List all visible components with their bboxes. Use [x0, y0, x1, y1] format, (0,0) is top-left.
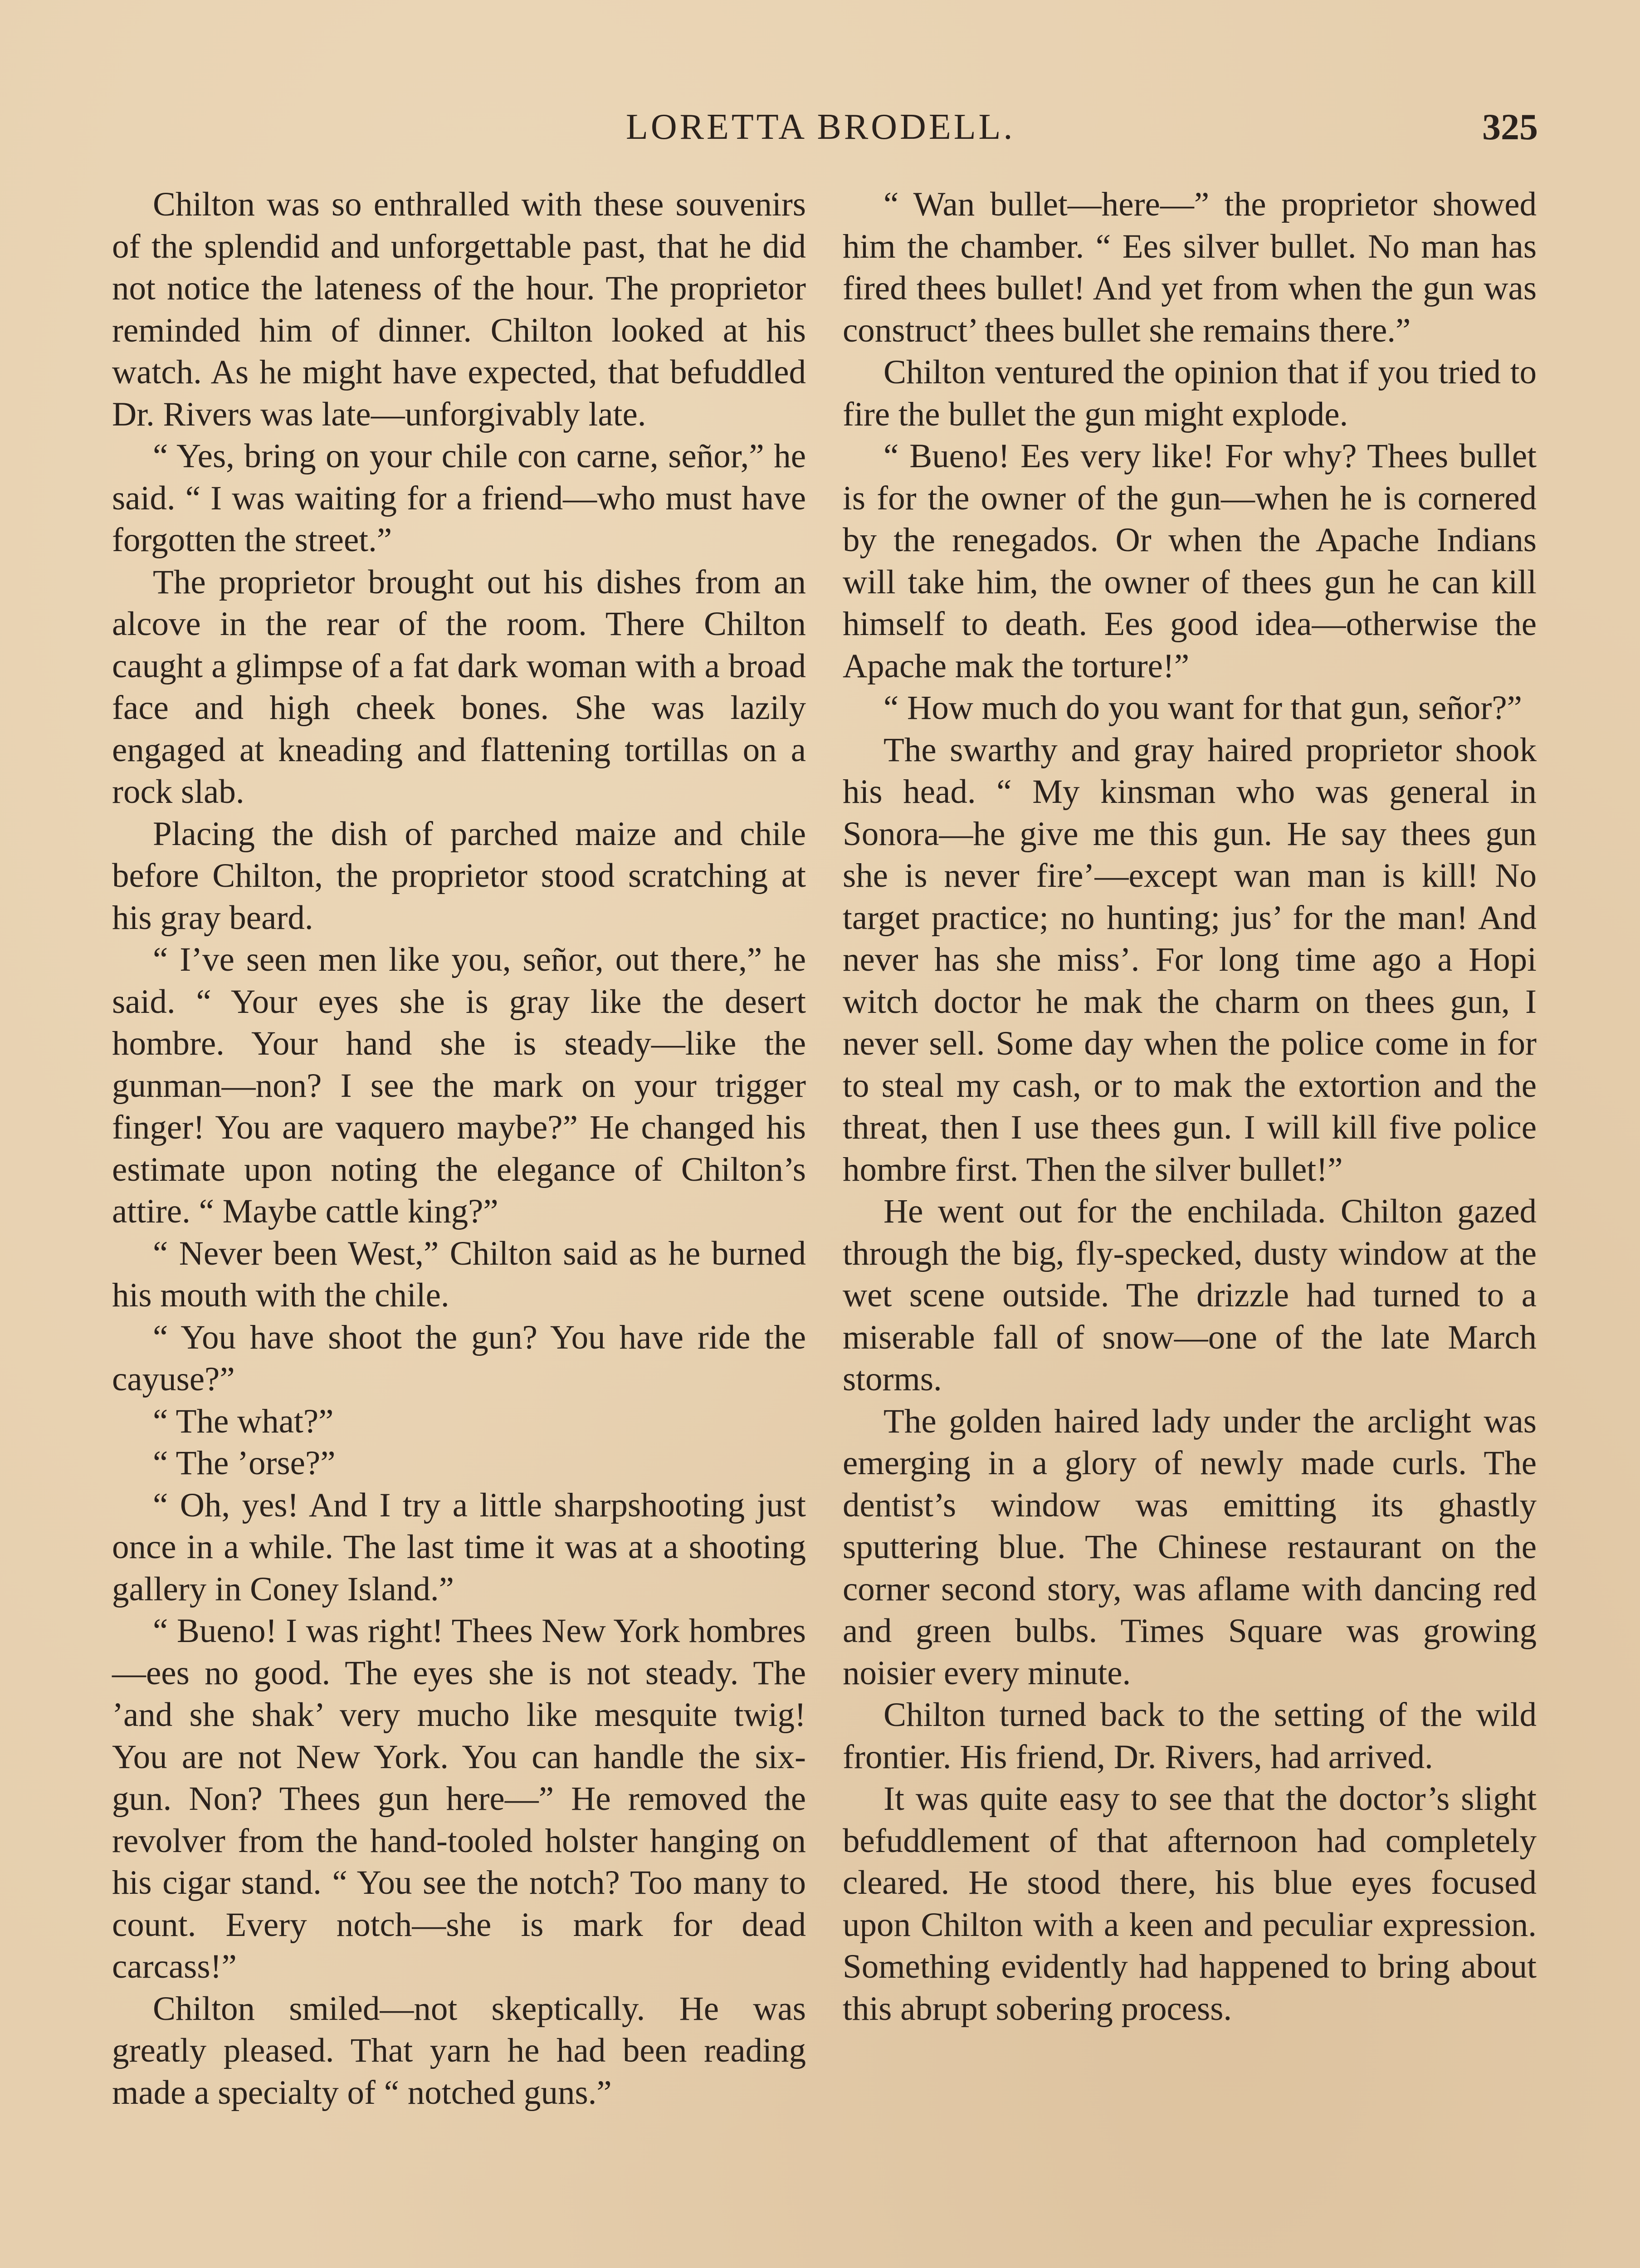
- paragraph: “ How much do you want for that gun, señor?”: [883, 689, 1522, 727]
- paragraph: The swarthy and gray haired proprietor shook his head. “ My kinsman who was general in Sonora—he give me this gun. He say thees gun she is never fire’—except wan man is kill! No target practice; no hunting; jus’ for the man! And never has she miss’. For long time ago a Hopi witch doctor he mak the charm on thees gun, I never sell. Some day when the police come in for to steal my cash, or to mak the extortion and the threat, then I use thees gun. I will kill five police hombre first. Then the silver bullet!”: [843, 731, 1537, 1188]
- paragraph: The proprietor brought out his dishes from an alcove in the rear of the room. There Chilton caught a glimpse of a fat dark woman with a broad face and high cheek bones. She was lazily engaged at kneading and flattening tortillas on a rock slab.: [112, 563, 806, 811]
- paragraph: The golden haired lady under the arclight was emerging in a glory of newly made curls. The dentist’s window was emitting its ghastly sputtering blue. The Chinese restaurant on the corner second story, was aflame with dancing red and green bulbs. Times Square was growing noisier every minute.: [843, 1402, 1537, 1692]
- paragraph: It was quite easy to see that the doctor’s slight befuddlement of that afternoon had completely cleared. He stood there, his blue eyes focused upon Chilton with a keen and peculiar expression. Something evidently had happened to bring about this abrupt sobering process.: [843, 1780, 1537, 2028]
- paragraph: “ Yes, bring on your chile con carne, señor,” he said. “ I was waiting for a friend—who must have forgotten the street.”: [112, 437, 806, 559]
- running-title: LORETTA BRODELL.: [626, 107, 1015, 147]
- paragraph: Placing the dish of parched maize and chile before Chilton, the proprietor stood scratching at his gray beard.: [112, 815, 806, 937]
- paragraph: “ Never been West,” Chilton said as he burned his mouth with the chile.: [112, 1234, 806, 1314]
- paragraph: Chilton smiled—not skeptically. He was greatly pleased. That yarn he had been reading made a specialty of “ notched guns.”: [112, 1989, 806, 2112]
- paragraph: “ The ’orse?”: [153, 1444, 336, 1482]
- paragraph: “ You have shoot the gun? You have ride the cayuse?”: [112, 1318, 806, 1398]
- paragraph: Chilton ventured the opinion that if you tried to fire the bullet the gun might explode.: [843, 353, 1537, 433]
- paragraph: “ Oh, yes! And I try a little sharpshooting just once in a while. The last time it was at a shooting gallery in Coney Island.”: [112, 1486, 806, 1608]
- page-number: 325: [1482, 106, 1538, 147]
- paragraph: “ Bueno! I was right! Thees New York hombres—ees no good. The eyes she is not steady. The ’and she shak’ very mucho like mesquite twig! You are not New York. You can handle the six-gun. Non? Thees gun here—” He removed the revolver from the hand-tooled holster hanging on his cigar stand. “ You see the notch? Too many to count. Every notch—she is mark for dead carcass!”: [112, 1612, 806, 1985]
- paragraph: “ Bueno! Ees very like! For why? Thees bullet is for the owner of the gun—when he is cornered by the renegados. Or when the Apache Indians will take him, the owner of thees gun he can kill himself to death. Ees good idea—otherwise the Apache mak the torture!”: [843, 437, 1537, 685]
- page-header: [0, 102, 1640, 156]
- paragraph: “ I’ve seen men like you, señor, out there,” he said. “ Your eyes she is gray like the desert hombre. Your hand she is steady—like the gunman—non? I see the mark on your trigger finger! You are vaquero maybe?” He changed his estimate upon noting the elegance of Chilton’s attire. “ Maybe cattle king?”: [112, 941, 806, 1230]
- right-column: [843, 184, 1537, 2268]
- paragraph: Chilton was so enthralled with these souvenirs of the splendid and unforgettable past, that he did not notice the lateness of the hour. The proprietor reminded him of dinner. Chilton looked at his watch. As he might have expected, that befuddled Dr. Rivers was late—unforgivably late.: [112, 186, 806, 433]
- left-column: [112, 184, 806, 2268]
- paragraph: “ The what?”: [153, 1402, 334, 1440]
- paragraph: “ Wan bullet—here—” the proprietor showed him the chamber. “ Ees silver bullet. No man has fired thees bullet! And yet from when the gun was construct’ thees bullet she remains there.”: [843, 186, 1537, 349]
- paragraph: Chilton turned back to the setting of the wild frontier. His friend, Dr. Rivers, had arrived.: [843, 1696, 1537, 1776]
- paragraph: He went out for the enchilada. Chilton gazed through the big, fly-specked, dusty window at the wet scene outside. The drizzle had turned to a miserable fall of snow—one of the late March storms.: [843, 1193, 1537, 1398]
